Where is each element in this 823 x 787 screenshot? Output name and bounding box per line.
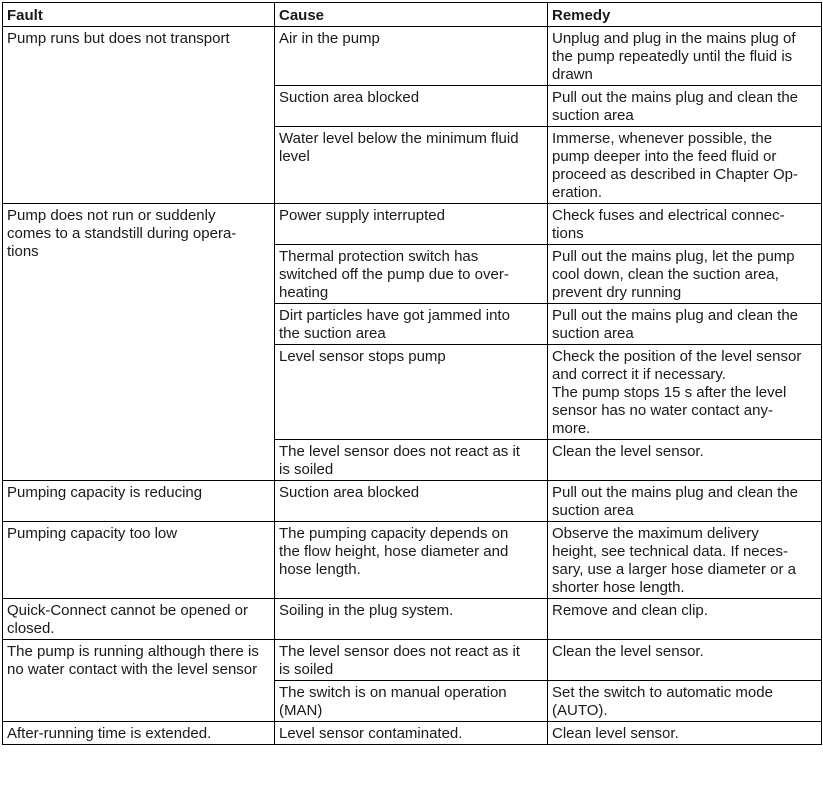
remedy-cell: Pull out the mains plug and clean the suction area <box>548 304 822 345</box>
cause-cell: Level sensor stops pump <box>275 345 548 440</box>
remedy-cell: Observe the maximum delivery height, see technical data. If neces- sary, use a larger hose diameter or a shorter hose length. <box>548 522 822 599</box>
fault-cell: Pump runs but does not transport <box>3 27 275 204</box>
cause-cell: Power supply interrupted <box>275 204 548 245</box>
fault-cell: Quick-Connect cannot be opened or closed. <box>3 599 275 640</box>
remedy-cell: Immerse, whenever possible, the pump deeper into the feed fluid or proceed as described in Chapter Op- eration. <box>548 127 822 204</box>
cause-cell: Level sensor contaminated. <box>275 722 548 745</box>
table-row <box>3 204 822 245</box>
header-remedy: Remedy <box>548 3 822 27</box>
fault-cell: Pump does not run or suddenly comes to a standstill during opera- tions <box>3 204 275 481</box>
remedy-cell: Check the position of the level sensor and correct it if necessary. The pump stops 15 s after the level sensor has no water contact any- more. <box>548 345 822 440</box>
cause-cell: Soiling in the plug system. <box>275 599 548 640</box>
remedy-cell: Clean the level sensor. <box>548 640 822 681</box>
fault-cell: After-running time is extended. <box>3 722 275 745</box>
troubleshooting-table-container <box>2 2 821 745</box>
remedy-cell: Pull out the mains plug, let the pump cool down, clean the suction area, prevent dry running <box>548 245 822 304</box>
cause-cell: Suction area blocked <box>275 481 548 522</box>
fault-cell: The pump is running although there is no water contact with the level sensor <box>3 640 275 722</box>
table-row <box>3 481 822 522</box>
troubleshooting-table <box>2 2 822 745</box>
cause-cell: Thermal protection switch has switched off the pump due to over- heating <box>275 245 548 304</box>
remedy-cell: Pull out the mains plug and clean the suction area <box>548 86 822 127</box>
table-row <box>3 640 822 681</box>
cause-cell: Dirt particles have got jammed into the suction area <box>275 304 548 345</box>
cause-cell: The switch is on manual operation (MAN) <box>275 681 548 722</box>
table-row <box>3 722 822 745</box>
cause-cell: The level sensor does not react as it is soiled <box>275 640 548 681</box>
remedy-cell: Set the switch to automatic mode (AUTO). <box>548 681 822 722</box>
header-fault: Fault <box>3 3 275 27</box>
remedy-cell: Pull out the mains plug and clean the suction area <box>548 481 822 522</box>
remedy-cell: Clean the level sensor. <box>548 440 822 481</box>
table-row <box>3 522 822 599</box>
remedy-cell: Clean level sensor. <box>548 722 822 745</box>
cause-cell: The level sensor does not react as it is soiled <box>275 440 548 481</box>
remedy-cell: Check fuses and electrical connec- tions <box>548 204 822 245</box>
header-row <box>3 3 822 27</box>
cause-cell: Air in the pump <box>275 27 548 86</box>
cause-cell: Suction area blocked <box>275 86 548 127</box>
table-body <box>3 27 822 745</box>
fault-cell: Pumping capacity is reducing <box>3 481 275 522</box>
remedy-cell: Remove and clean clip. <box>548 599 822 640</box>
fault-cell: Pumping capacity too low <box>3 522 275 599</box>
cause-cell: Water level below the minimum fluid level <box>275 127 548 204</box>
remedy-cell: Unplug and plug in the mains plug of the pump repeatedly until the fluid is drawn <box>548 27 822 86</box>
table-row <box>3 599 822 640</box>
cause-cell: The pumping capacity depends on the flow height, hose diameter and hose length. <box>275 522 548 599</box>
table-row <box>3 27 822 86</box>
header-cause: Cause <box>275 3 548 27</box>
